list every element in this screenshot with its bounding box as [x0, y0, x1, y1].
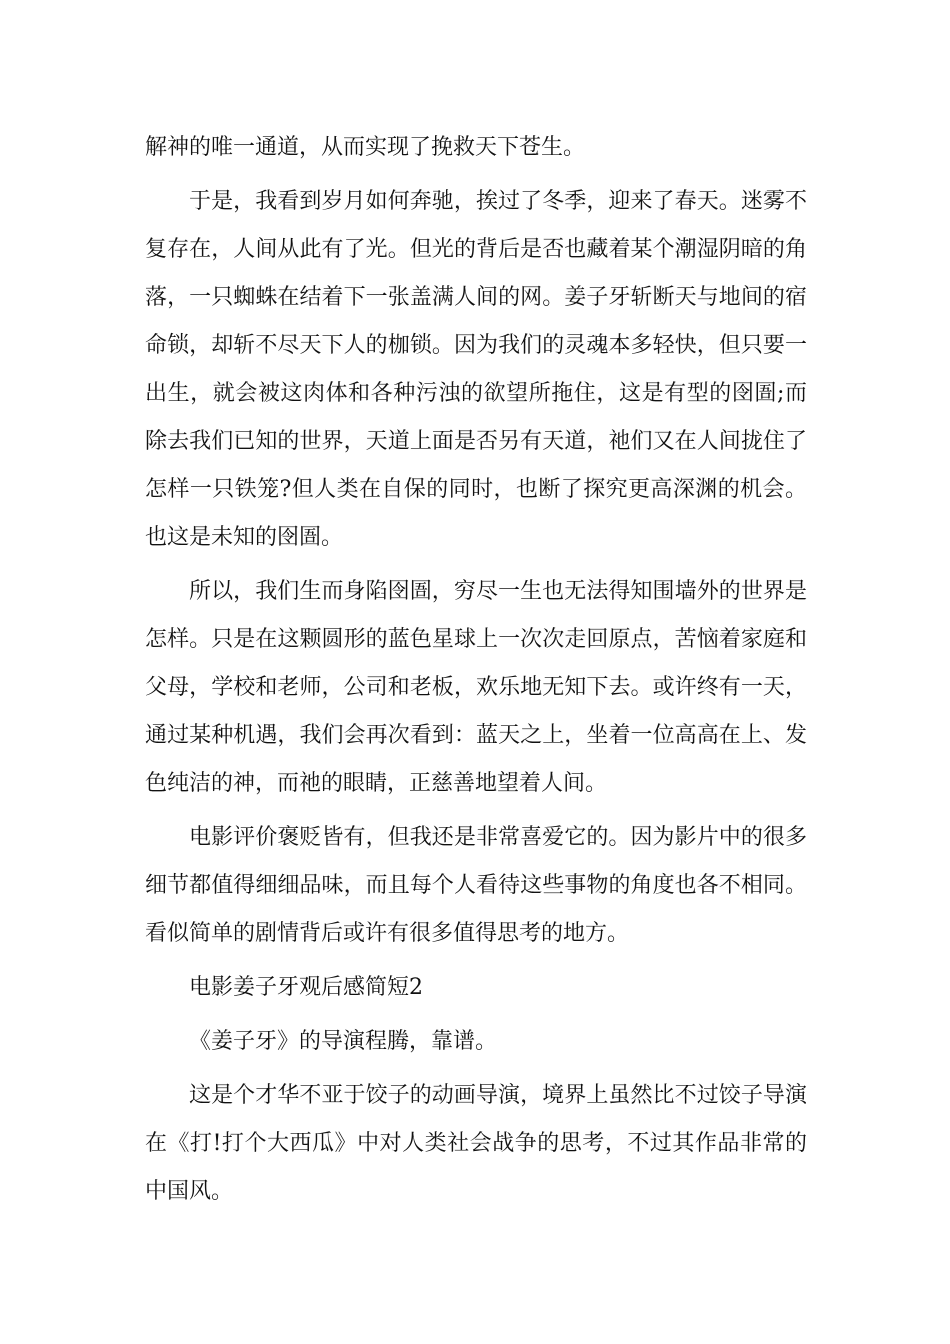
paragraph: 《姜子牙》的导演程腾，靠谱。	[189, 1029, 498, 1054]
paragraph: 解神的唯一通道，从而实现了挽救天下苍生。	[145, 135, 586, 160]
paragraph: 电影评价褒贬皆有，但我还是非常喜爱它的。因为影片中的很多细节都值得细细品味，而且每个人看待这些事物的角度也各不相同。看似简单的剧情背后或许有很多值得思考的地方。	[145, 825, 807, 946]
paragraph: 这是个才华不亚于饺子的动画导演，境界上虽然比不过饺子导演在《打!打个大西瓜》中对人类社会战争的思考，不过其作品非常的中国风。	[145, 1083, 807, 1204]
paragraph: 于是，我看到岁月如何奔驰，挨过了冬季，迎来了春天。迷雾不复存在，人间从此有了光。但光的背后是否也藏着某个潮湿阴暗的角落，一只蜘蛛在结着下一张盖满人间的网。姜子牙斩断天与地间的宿命锁，却斩不尽天下人的枷锁。因为我们的灵魂本多轻快，但只要一出生，就会被这肉体和各种污浊的欲望所拖住，这是有型的囹圄;而除去我们已知的世界，天道上面是否另有天道，祂们又在人间拢住了怎样一只铁笼?但人类在自保的同时，也断了探究更高深渊的机会。也这是未知的囹圄。	[145, 189, 807, 550]
paragraph: 所以，我们生而身陷囹圄，穷尽一生也无法得知围墙外的世界是怎样。只是在这颗圆形的蓝色星球上一次次走回原点，苦恼着家庭和父母，学校和老师，公司和老板，欢乐地无知下去。或许终有一天，通过某种机遇，我们会再次看到：蓝天之上，坐着一位高高在上、发色纯洁的神，而祂的眼睛，正慈善地望着人间。	[145, 579, 807, 796]
section-heading: 电影姜子牙观后感简短2	[189, 975, 423, 1000]
document-body	[145, 124, 807, 1222]
